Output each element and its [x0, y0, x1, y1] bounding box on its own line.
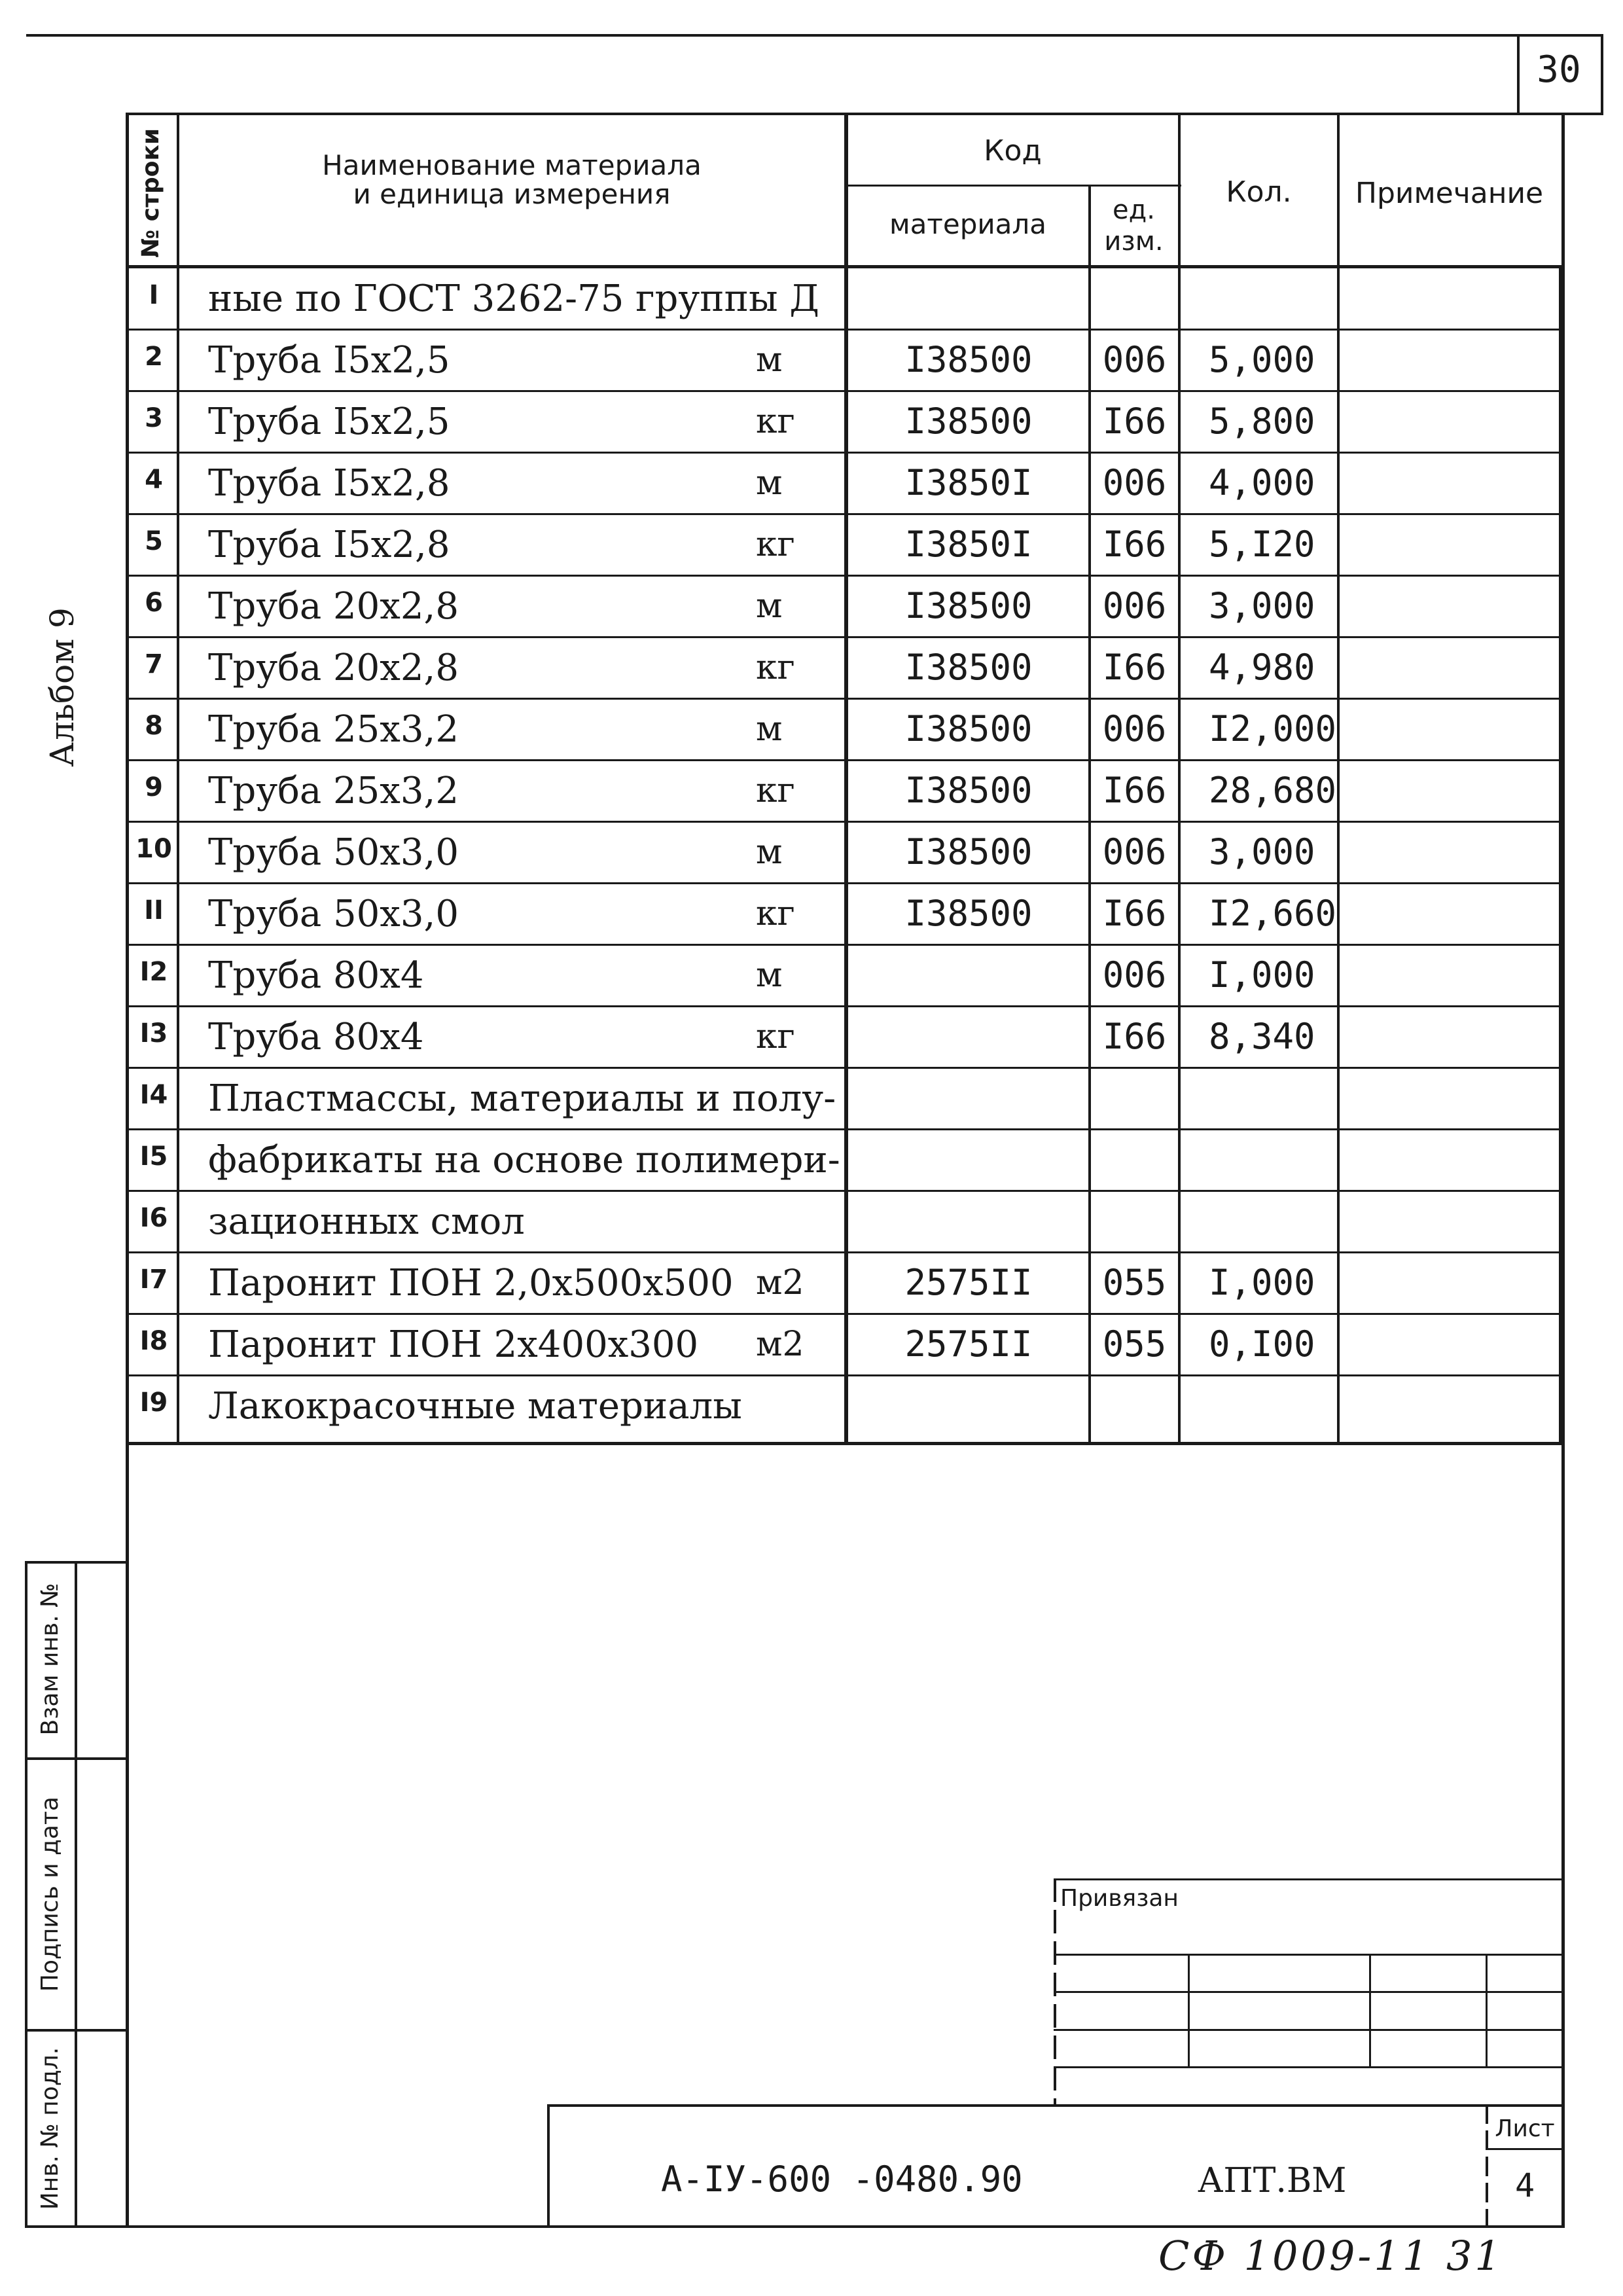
row-name: Паронит ПОН 2,0х500х500 — [208, 1262, 734, 1304]
row-number: I — [149, 280, 159, 310]
row-unit: кг — [756, 894, 795, 933]
row-unit-code: I66 — [1102, 770, 1167, 811]
row-unit-code: 006 — [1102, 954, 1167, 996]
row-number: I4 — [139, 1080, 168, 1110]
row-number: II — [144, 895, 164, 925]
row-unit: кг — [756, 1017, 795, 1056]
row-material-code: I38500 — [904, 770, 1033, 811]
table-row — [0, 1376, 1623, 1437]
title-block-left-line — [547, 2104, 550, 2228]
row-unit-code: I66 — [1102, 401, 1167, 442]
bound-grid-col-2 — [1369, 1954, 1371, 2068]
row-quantity: 5,I20 — [1209, 524, 1315, 565]
row-name: Труба I5х2,5 — [208, 339, 450, 382]
row-material-code: I3850I — [904, 462, 1033, 503]
row-material-code: I38500 — [904, 708, 1033, 749]
row-unit: кг — [756, 402, 795, 441]
row-number: 7 — [145, 649, 163, 679]
bound-grid-col-3 — [1486, 1954, 1488, 2068]
row-name: Труба 80х4 — [208, 1016, 424, 1058]
row-name: зационных смол — [208, 1200, 525, 1243]
table-row — [0, 761, 1623, 822]
sheet-label-line — [1486, 2148, 1563, 2150]
table-row — [0, 391, 1623, 453]
row-quantity: I,000 — [1209, 1262, 1315, 1303]
row-number: I5 — [139, 1141, 168, 1172]
row-name: Труба 25х3,2 — [208, 770, 459, 812]
table-row — [0, 1130, 1623, 1191]
row-number: I8 — [139, 1326, 168, 1356]
row-quantity: I2,660 — [1209, 893, 1337, 934]
row-number: I3 — [139, 1018, 168, 1049]
row-quantity: 5,000 — [1209, 339, 1315, 380]
table-row — [0, 945, 1623, 1007]
row-unit: м — [756, 709, 783, 749]
stamp-inv-podl: Инв. № подл. — [37, 2047, 63, 2210]
table-row — [0, 268, 1623, 330]
table-bottom-line — [126, 1442, 1563, 1445]
stamp-left-line — [25, 1561, 27, 2228]
table-row — [0, 576, 1623, 637]
table-row — [0, 1068, 1623, 1130]
title-block-top-line — [547, 2104, 1563, 2107]
row-quantity: I,000 — [1209, 954, 1315, 996]
row-unit: м2 — [756, 1325, 804, 1364]
handwritten-note: СФ 1009-11 31 — [1158, 2232, 1503, 2280]
row-quantity: 8,340 — [1209, 1016, 1315, 1057]
row-unit: кг — [756, 525, 795, 564]
row-number: 10 — [135, 834, 172, 864]
row-quantity: 4,980 — [1209, 647, 1315, 688]
row-name: Паронит ПОН 2х400х300 — [208, 1323, 699, 1366]
row-number: I9 — [139, 1388, 168, 1418]
top-border-line — [26, 34, 1603, 37]
row-name: фабрикаты на основе полимери- — [208, 1139, 840, 1181]
bound-label: Привязан — [1060, 1885, 1179, 1912]
document-code: А-IУ-600 -0480.90 — [661, 2159, 1023, 2200]
row-name: Труба 20х2,8 — [208, 585, 459, 628]
row-name: Труба 50х3,0 — [208, 831, 459, 874]
row-material-code: 2575II — [904, 1262, 1033, 1303]
header-note: Примечание — [1355, 177, 1544, 210]
row-quantity: 3,000 — [1209, 831, 1315, 872]
row-unit-code: 006 — [1102, 339, 1167, 380]
row-material-code: I38500 — [904, 339, 1033, 380]
row-quantity: 0,I00 — [1209, 1323, 1315, 1365]
table-row — [0, 1314, 1623, 1376]
row-unit: м — [756, 586, 783, 626]
row-number: 6 — [145, 588, 163, 618]
row-unit-code: I66 — [1102, 893, 1167, 934]
row-name: Труба I5х2,5 — [208, 401, 450, 443]
table-row — [0, 1191, 1623, 1253]
stamp-vzam-inv: Взам инв. № — [37, 1583, 63, 1736]
table-row — [0, 637, 1623, 699]
row-material-code: I38500 — [904, 831, 1033, 872]
table-row — [0, 453, 1623, 514]
row-name: Труба 50х3,0 — [208, 893, 459, 935]
sheet-label: Лист — [1495, 2115, 1555, 2142]
sheet-number: 4 — [1514, 2166, 1535, 2204]
table-row — [0, 822, 1623, 884]
row-unit-code: 055 — [1102, 1262, 1167, 1303]
row-unit-code: I66 — [1102, 524, 1167, 565]
row-quantity: 28,680 — [1209, 770, 1337, 811]
row-unit-code: I66 — [1102, 647, 1167, 688]
stamp-line-1 — [25, 1757, 128, 1760]
album-label: Альбом 9 — [43, 607, 81, 767]
row-material-code: 2575II — [904, 1323, 1033, 1365]
row-name: ные по ГОСТ 3262-75 группы Д — [208, 278, 819, 320]
row-unit: кг — [756, 771, 795, 810]
row-unit: м — [756, 463, 783, 503]
row-number: 5 — [145, 526, 163, 556]
row-name: Пластмассы, материалы и полу- — [208, 1077, 836, 1120]
row-number: 8 — [145, 711, 163, 741]
row-material-code: I38500 — [904, 401, 1033, 442]
row-quantity: 5,800 — [1209, 401, 1315, 442]
table-row — [0, 514, 1623, 576]
row-unit-code: 006 — [1102, 585, 1167, 626]
row-unit: м — [756, 833, 783, 872]
row-name: Труба I5х2,8 — [208, 462, 450, 505]
header-unitcode-line2: изм. — [1104, 226, 1164, 257]
row-number: 4 — [145, 465, 163, 495]
header-code-split-line — [847, 185, 1181, 187]
row-unit-code: 055 — [1102, 1323, 1167, 1365]
bound-box-top-line — [1054, 1878, 1563, 1880]
row-unit-code: 006 — [1102, 462, 1167, 503]
stamp-mid-line — [75, 1561, 77, 2228]
frame-bottom-line — [75, 2225, 1565, 2228]
row-name: Труба 20х2,8 — [208, 647, 459, 689]
row-material-code: I3850I — [904, 524, 1033, 565]
row-name: Труба 80х4 — [208, 954, 424, 997]
row-unit: м — [756, 956, 783, 995]
row-material-code: I38500 — [904, 585, 1033, 626]
row-unit: м — [756, 340, 783, 380]
table-row — [0, 884, 1623, 945]
row-unit-code: I66 — [1102, 1016, 1167, 1057]
bound-grid-col-1 — [1188, 1954, 1190, 2068]
corner-box-right-line — [1601, 34, 1603, 115]
row-unit-code: 006 — [1102, 831, 1167, 872]
table-row — [0, 330, 1623, 391]
row-name: Труба 25х3,2 — [208, 708, 459, 751]
row-unit: кг — [756, 648, 795, 687]
table-row — [0, 1253, 1623, 1314]
table-row — [0, 1007, 1623, 1068]
document-mark: АПТ.ВМ — [1198, 2161, 1347, 2200]
row-unit-code: 006 — [1102, 708, 1167, 749]
header-name-line1: Наименование материала — [322, 149, 702, 181]
row-number: I7 — [139, 1265, 168, 1295]
header-name-line2: и единица измерения — [353, 178, 671, 210]
row-number: 9 — [145, 772, 163, 802]
stamp-signature-date: Подпись и дата — [37, 1796, 63, 1992]
sheet-corner-number: 30 — [1537, 48, 1581, 91]
row-number: 3 — [145, 403, 163, 433]
table-row — [0, 699, 1623, 761]
row-number: I6 — [139, 1203, 168, 1233]
row-unit: м2 — [756, 1263, 804, 1302]
header-code: Код — [984, 134, 1042, 168]
header-material: материала — [889, 208, 1046, 240]
row-quantity: 3,000 — [1209, 585, 1315, 626]
row-name: Труба I5х2,8 — [208, 524, 450, 566]
header-qty: Кол. — [1226, 175, 1292, 209]
header-row-num: № строки — [137, 128, 164, 259]
row-quantity: I2,000 — [1209, 708, 1337, 749]
row-name: Лакокрасочные материалы — [208, 1385, 742, 1427]
row-material-code: I38500 — [904, 647, 1033, 688]
header-unitcode-line1: ед. — [1113, 195, 1155, 225]
row-number: I2 — [139, 957, 168, 987]
row-material-code: I38500 — [904, 893, 1033, 934]
row-quantity: 4,000 — [1209, 462, 1315, 503]
row-number: 2 — [145, 342, 163, 372]
